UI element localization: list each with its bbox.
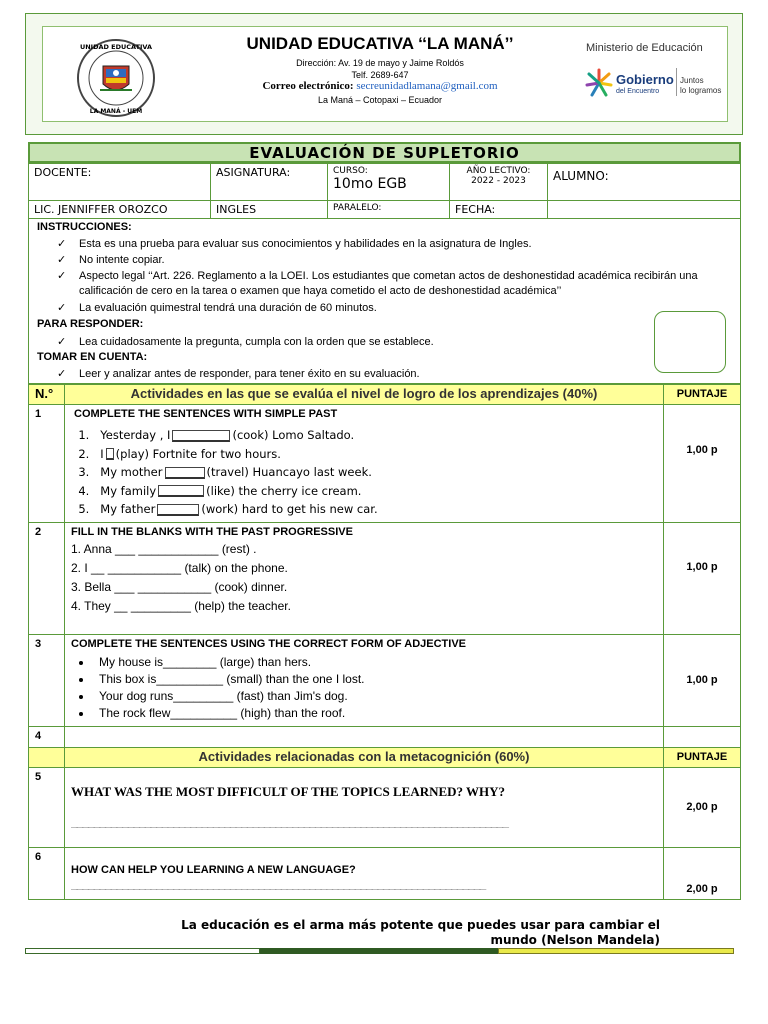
score-header-2: PUNTAJE — [664, 747, 741, 767]
q2-item: 2. I __ ___________ (talk) on the phone. — [71, 560, 288, 575]
logo-divider — [676, 68, 677, 96]
check-icon: ✓ — [57, 270, 67, 282]
section2-title: Actividades relacionadas con la metacognición (60%) — [65, 747, 664, 767]
school-seal-icon — [76, 38, 156, 118]
q1-item: 1. Yesterday , I (cook) Lomo Saltado. — [78, 428, 355, 442]
school-location: La Maná – Cotopaxi – Ecuador — [317, 95, 443, 105]
alumno-value[interactable] — [548, 201, 741, 219]
q3-cell — [65, 634, 664, 726]
answer-blank[interactable] — [158, 485, 204, 497]
q1-item: 5. My father (work) hard to get his new car. — [78, 502, 378, 516]
q4-cell — [65, 726, 664, 747]
section1-title: Actividades en las que se evalúa el nivel de logro de los aprendizajes (40%) — [65, 385, 664, 405]
score-header: PUNTAJE — [664, 385, 741, 405]
q1-item: 2. I (play) Fortnite for two hours. — [78, 446, 281, 461]
gobierno-text: Gobierno — [616, 72, 674, 87]
q5-number: 5 — [29, 767, 65, 847]
respond-item: ✓ Lea cuidadosamente la pregunta, cumpla con la orden que se establece. — [57, 336, 434, 348]
asignatura-label: ASIGNATURA: — [211, 164, 328, 201]
q1-item: 4. My family (like) the cherry ice cream. — [78, 483, 362, 498]
instructions-panel — [28, 218, 741, 384]
answer-blank[interactable] — [157, 504, 199, 516]
quote-line-1: La educación es el arma más potente que puedes usar para cambiar el — [181, 918, 660, 932]
check-icon: ✓ — [57, 254, 67, 266]
curso-label: CURSO: — [333, 166, 368, 176]
lo-logramos-text: lo logramos — [680, 86, 722, 95]
anio-label: AÑO LECTIVO: — [466, 166, 531, 176]
q3-item: • My house is________ (large) than hers. — [93, 654, 657, 671]
num-header: N.° — [29, 385, 65, 405]
q6-answer-line[interactable]: _________________________________________________________________________ — [71, 877, 486, 890]
alumno-label: ALUMNO: — [548, 164, 741, 201]
school-phone: Telf. 2689-647 — [351, 70, 409, 80]
anio-cell — [450, 164, 548, 201]
q3-item: • The rock flew__________ (high) than the roof. — [93, 705, 657, 722]
svg-text:UNIDAD EDUCATIVA: UNIDAD EDUCATIVA — [79, 43, 153, 51]
q5-question: WHAT WAS THE MOST DIFFICULT OF THE TOPICS LEARNED? WHY? — [71, 783, 506, 799]
q2-points: 1,00 p — [664, 522, 741, 634]
footer-bar-white — [25, 948, 260, 954]
q5-points: 2,00 p — [664, 767, 741, 847]
q6-number: 6 — [29, 847, 65, 899]
score-box[interactable] — [654, 311, 726, 373]
q1-list — [71, 426, 657, 519]
quote-line-2: mundo (Nelson Mandela) — [490, 933, 660, 947]
q3-number: 3 — [29, 634, 65, 726]
instruction-item: ✓ La evaluación quimestral tendrá una duración de 60 minutos. — [57, 302, 377, 314]
school-name: UNIDAD EDUCATIVA ‘‘LA MANÁ’’ — [246, 34, 514, 53]
q1-points: 1,00 p — [664, 405, 741, 523]
instruction-item: ✓ Esta es una prueba para evaluar sus conocimientos y habilidades en la asignatura de Ingles. — [57, 238, 532, 250]
fecha-label: FECHA: — [450, 201, 548, 219]
q4-points — [664, 726, 741, 747]
activities-table — [28, 384, 741, 900]
q2-title: FILL IN THE BLANKS WITH THE PAST PROGRESSIVE — [71, 525, 353, 538]
email-link[interactable]: secreunidadlamana@gmail.com — [356, 80, 498, 92]
q1-cell — [65, 405, 664, 523]
q1-title: COMPLETE THE SENTENCES WITH SIMPLE PAST — [74, 408, 338, 420]
page-title: EVALUACIÓN DE SUPLETORIO — [28, 142, 741, 163]
q6-question: HOW CAN HELP YOU LEARNING A NEW LANGUAGE? — [71, 863, 356, 876]
gobierno-star-icon — [584, 66, 614, 100]
q5-cell — [65, 767, 664, 847]
ministry-label: Ministerio de Educación — [586, 42, 703, 54]
mandela-quote — [140, 918, 660, 948]
answer-blank[interactable] — [106, 448, 114, 460]
q2-cell — [65, 522, 664, 634]
check-icon: ✓ — [57, 368, 67, 380]
school-address: Dirección: Av. 19 de mayo y Jaime Roldós — [296, 58, 464, 68]
q2-item: 1. Anna ___ ____________ (rest) . — [71, 541, 257, 556]
q4-number: 4 — [29, 726, 65, 747]
info-table — [28, 163, 741, 219]
answer-blank[interactable] — [165, 467, 205, 479]
juntos-text: Juntos — [680, 76, 704, 85]
curso-cell — [328, 164, 450, 201]
school-email-line — [200, 80, 560, 92]
paralelo-label: PARALELO: — [328, 201, 450, 219]
q2-number: 2 — [29, 522, 65, 634]
q3-list — [93, 654, 657, 722]
note-item: ✓ Leer y analizar antes de responder, para tener éxito en su evaluación. — [57, 368, 420, 380]
q6-cell — [65, 847, 664, 899]
instruction-item: ✓ No intente copiar. — [57, 254, 165, 266]
q3-title: COMPLETE THE SENTENCES USING THE CORRECT FORM OF ADJECTIVE — [71, 637, 467, 650]
q5-answer-line[interactable]: _____________________________________________________________________________ — [71, 815, 508, 828]
q3-points: 1,00 p — [664, 634, 741, 726]
gobierno-logo — [584, 64, 724, 104]
asignatura-value: INGLES — [211, 201, 328, 219]
del-encuentro-text: del Encuentro — [616, 88, 660, 95]
q3-item: • Your dog runs_________ (fast) than Jim's dog. — [93, 688, 657, 705]
check-icon: ✓ — [57, 238, 67, 250]
svg-text:LA MANÁ - UEM: LA MANÁ - UEM — [89, 108, 143, 115]
respond-heading: PARA RESPONDER: — [37, 318, 144, 330]
instruction-item: ✓ Aspecto legal ‘‘Art. 226. Reglamento a la LOEI. Los estudiantes que cometan actos de deshonestidad académica recibirán una calificación de cero en la tarea o examen que haya cometido el acto de deshonestidad académica’’ — [57, 270, 698, 297]
footer-bar-green — [260, 948, 498, 954]
q2-item: 4. They __ _________ (help) the teacher. — [71, 598, 291, 613]
anio-value: 2022 - 2023 — [471, 176, 526, 186]
docente-label: DOCENTE: — [29, 164, 211, 201]
answer-blank[interactable] — [172, 430, 230, 442]
q2-item: 3. Bella ___ ___________ (cook) dinner. — [71, 579, 288, 594]
check-icon: ✓ — [57, 336, 67, 348]
instructions-heading: INSTRUCCIONES: — [37, 221, 132, 233]
q3-item: • This box is__________ (small) than the one I lost. — [93, 671, 657, 688]
note-heading: TOMAR EN CUENTA: — [37, 351, 148, 363]
q6-points: 2,00 p — [664, 847, 741, 899]
q1-item: 3. My mother (travel) Huancayo last week. — [78, 465, 372, 479]
check-icon: ✓ — [57, 302, 67, 314]
section2-num-cell — [29, 747, 65, 767]
docente-value: LIC. JENNIFFER OROZCO — [29, 201, 211, 219]
email-label: Correo electrónico: — [262, 80, 354, 92]
curso-value: 10mo EGB — [333, 176, 407, 192]
q1-number: 1 — [29, 405, 65, 523]
footer-bar-yellow — [498, 948, 734, 954]
